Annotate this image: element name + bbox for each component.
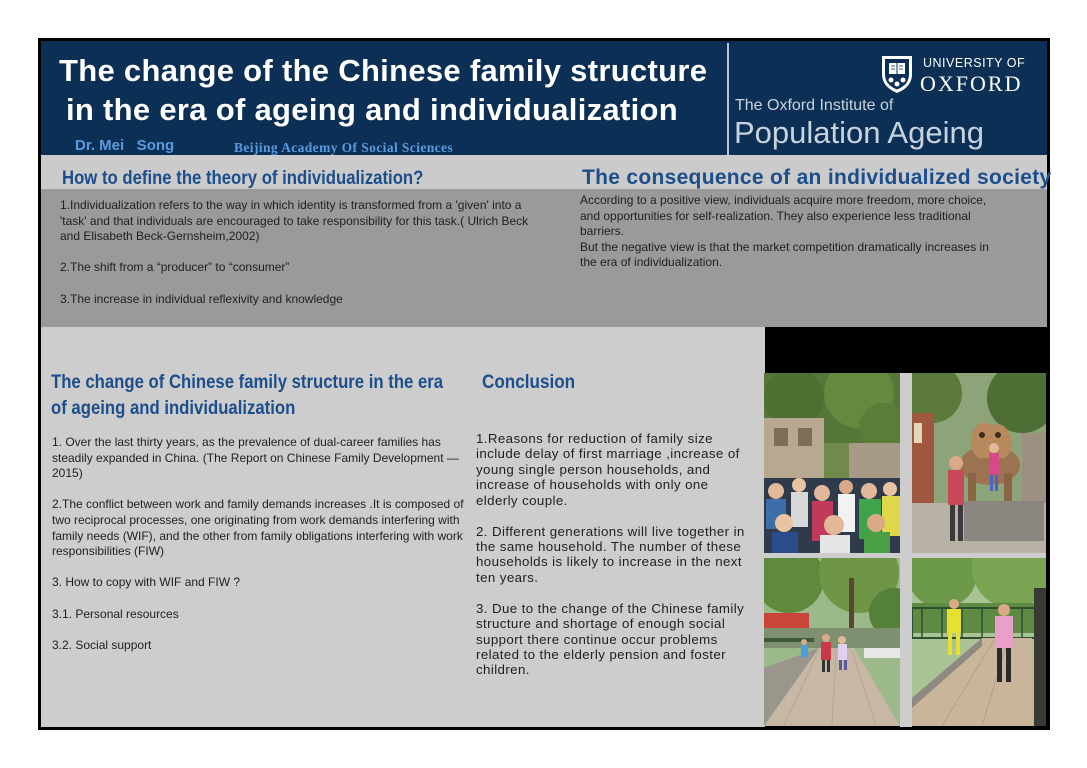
conclusion-paragraph: 1.Reasons for reduction of family size include delay of first marriage ,increase of young single person households, and increase of households with only one elderly couple. <box>476 431 740 508</box>
university-name: OXFORD <box>920 71 1023 96</box>
family-change-paragraph: 3. How to copy with WIF and FIW ? <box>52 575 241 590</box>
family-change-text <box>52 435 464 653</box>
title-line-2: in the era of ageing and individualization <box>66 92 678 127</box>
definition-paragraph: 2.The shift from a “producer” to “consumer” <box>60 260 290 275</box>
institute-line: The Oxford Institute of <box>735 97 894 114</box>
poster-title <box>59 51 739 129</box>
definition-paragraph: 3.The increase in individual reflexivity and knowledge <box>60 291 343 306</box>
author-name: Dr. Mei Song <box>75 137 175 154</box>
definition-heading: How to define the theory of individualization? <box>62 168 424 189</box>
consequence-heading: The consequence of an individualized society <box>582 166 1052 189</box>
family-change-paragraph: 3.1. Personal resources <box>52 606 179 621</box>
family-change-paragraph: 1. Over the last thirty years, as the prevalence of dual-career families has steadily expanded in China. (The Report on Chinese Family Development —2015) <box>52 435 459 481</box>
poster <box>38 38 1050 730</box>
oxford-crest-icon <box>880 54 914 94</box>
crowd-photo <box>764 373 900 553</box>
definition-paragraph: 1.Individualization refers to the way in which identity is transformed from a 'given' into a 'task' and that individuals are encouraged to take responsibility for this task.( Ulrich Beck and Elisabeth Beck-Gernsheim,2002) <box>60 198 529 244</box>
tiger-statue-photo <box>912 373 1046 553</box>
consequence-text <box>580 193 995 271</box>
park-path-photo <box>764 558 900 726</box>
university-line: UNIVERSITY OF <box>923 56 1026 70</box>
family-change-heading: The change of Chinese family structure in the era of ageing and individualization <box>51 372 444 419</box>
header-divider <box>727 43 729 155</box>
institute-name: Population Ageing <box>734 115 984 150</box>
definition-text <box>60 198 550 307</box>
consequence-paragraph: According to a positive view, individuals acquire more freedom, more choice, and opportunities for self-realization. They also experience less traditional barriers. <box>580 193 987 239</box>
sidewalk-photo <box>912 558 1046 726</box>
title-line-1: The change of the Chinese family structure <box>59 53 708 88</box>
conclusion-paragraph: 3. Due to the change of the Chinese family structure and shortage of enough social support there continue occur problems related to the elderly pension and foster children. <box>476 600 745 678</box>
poster-header <box>41 41 1047 155</box>
family-change-paragraph: 2.The conflict between work and family demands increases .It is composed of two reciprocal processes, one originating from work demands interfering with family needs (WIF), and the other from family obligations interfering with work responsibilities (FIW) <box>52 497 464 559</box>
photo-gutter <box>900 373 912 727</box>
consequence-paragraph: But the negative view is that the market competition dramatically increases in the era of individualization. <box>580 239 989 270</box>
conclusion-text <box>476 431 754 678</box>
family-change-paragraph: 3.2. Social support <box>52 637 152 652</box>
author-affiliation: Beijing Academy Of Social Sciences <box>234 140 454 155</box>
conclusion-paragraph: 2. Different generations will live together in the same household. The number of these households is likely to increase in the next ten years. <box>476 523 745 585</box>
conclusion-heading: Conclusion <box>482 372 576 393</box>
